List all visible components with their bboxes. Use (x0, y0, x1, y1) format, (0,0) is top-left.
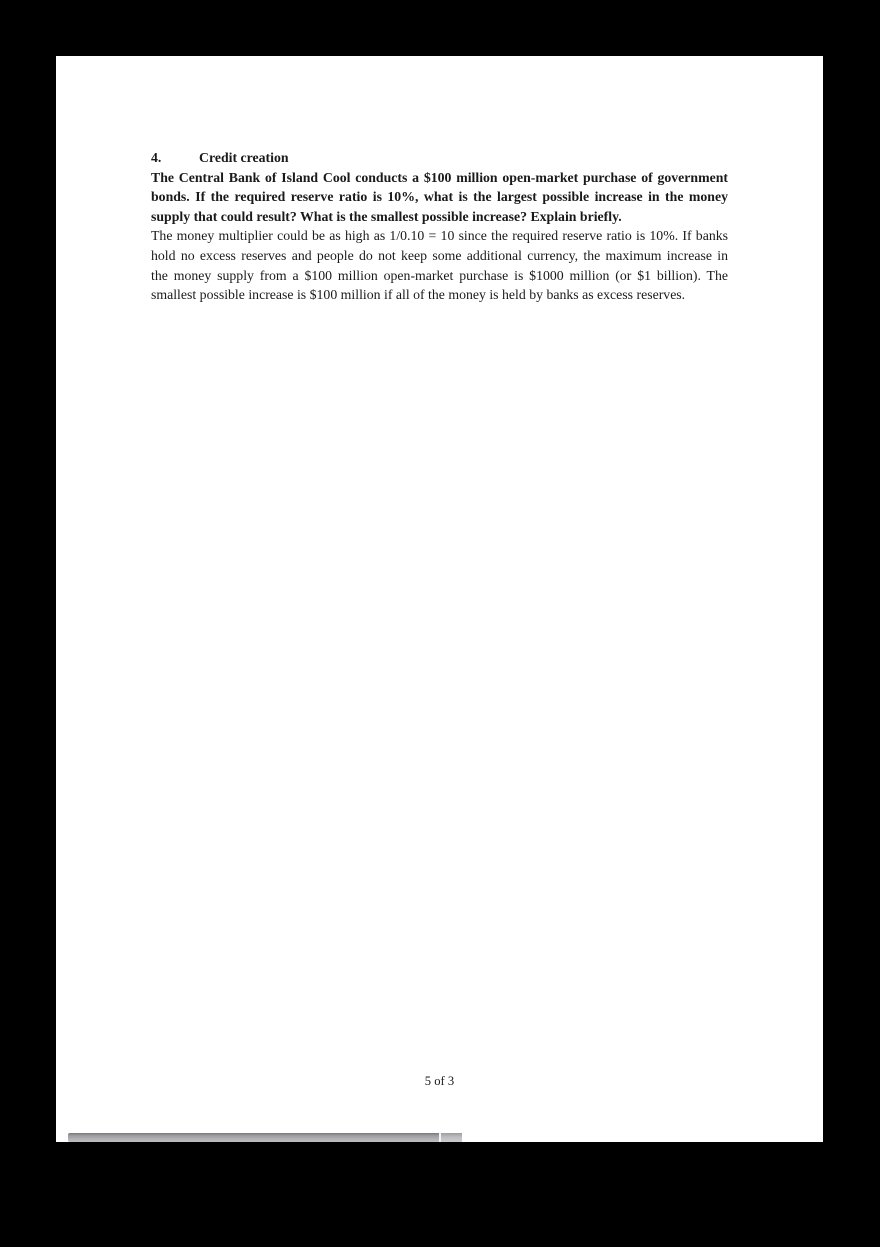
question-line: supply that could result? What is the smallest possible increase? Explain briefly. (151, 208, 622, 224)
answer-line: smallest possible increase is $100 million if all of the money is held by banks as excess reserves. (151, 287, 686, 303)
page-number-footer: 5 of 3 (424, 1074, 455, 1088)
section-number: 4. (151, 150, 162, 165)
answer-line: the money supply from a $100 million open-market purchase is $1000 million (or $1 billion). The (151, 267, 728, 283)
page-content (151, 148, 728, 305)
answer-line: hold no excess reserves and people do not keep some additional currency, the maximum increase in (151, 247, 728, 263)
question-line: bonds. If the required reserve ratio is 10%, what is the largest possible increase in the money (151, 189, 728, 205)
document-page (56, 56, 823, 1142)
question-line: The Central Bank of Island Cool conducts a $100 million open-market purchase of government (151, 169, 728, 185)
scrollbar-endcap[interactable] (439, 1133, 462, 1142)
answer-line: The money multiplier could be as high as 1/0.10 = 10 since the required reserve ratio is 10%. If banks (151, 228, 728, 244)
section-title: Credit creation (199, 150, 289, 165)
section-heading (151, 148, 728, 168)
horizontal-scrollbar-thumb[interactable] (68, 1133, 462, 1142)
answer-paragraph (151, 226, 728, 304)
question-paragraph (151, 168, 728, 227)
